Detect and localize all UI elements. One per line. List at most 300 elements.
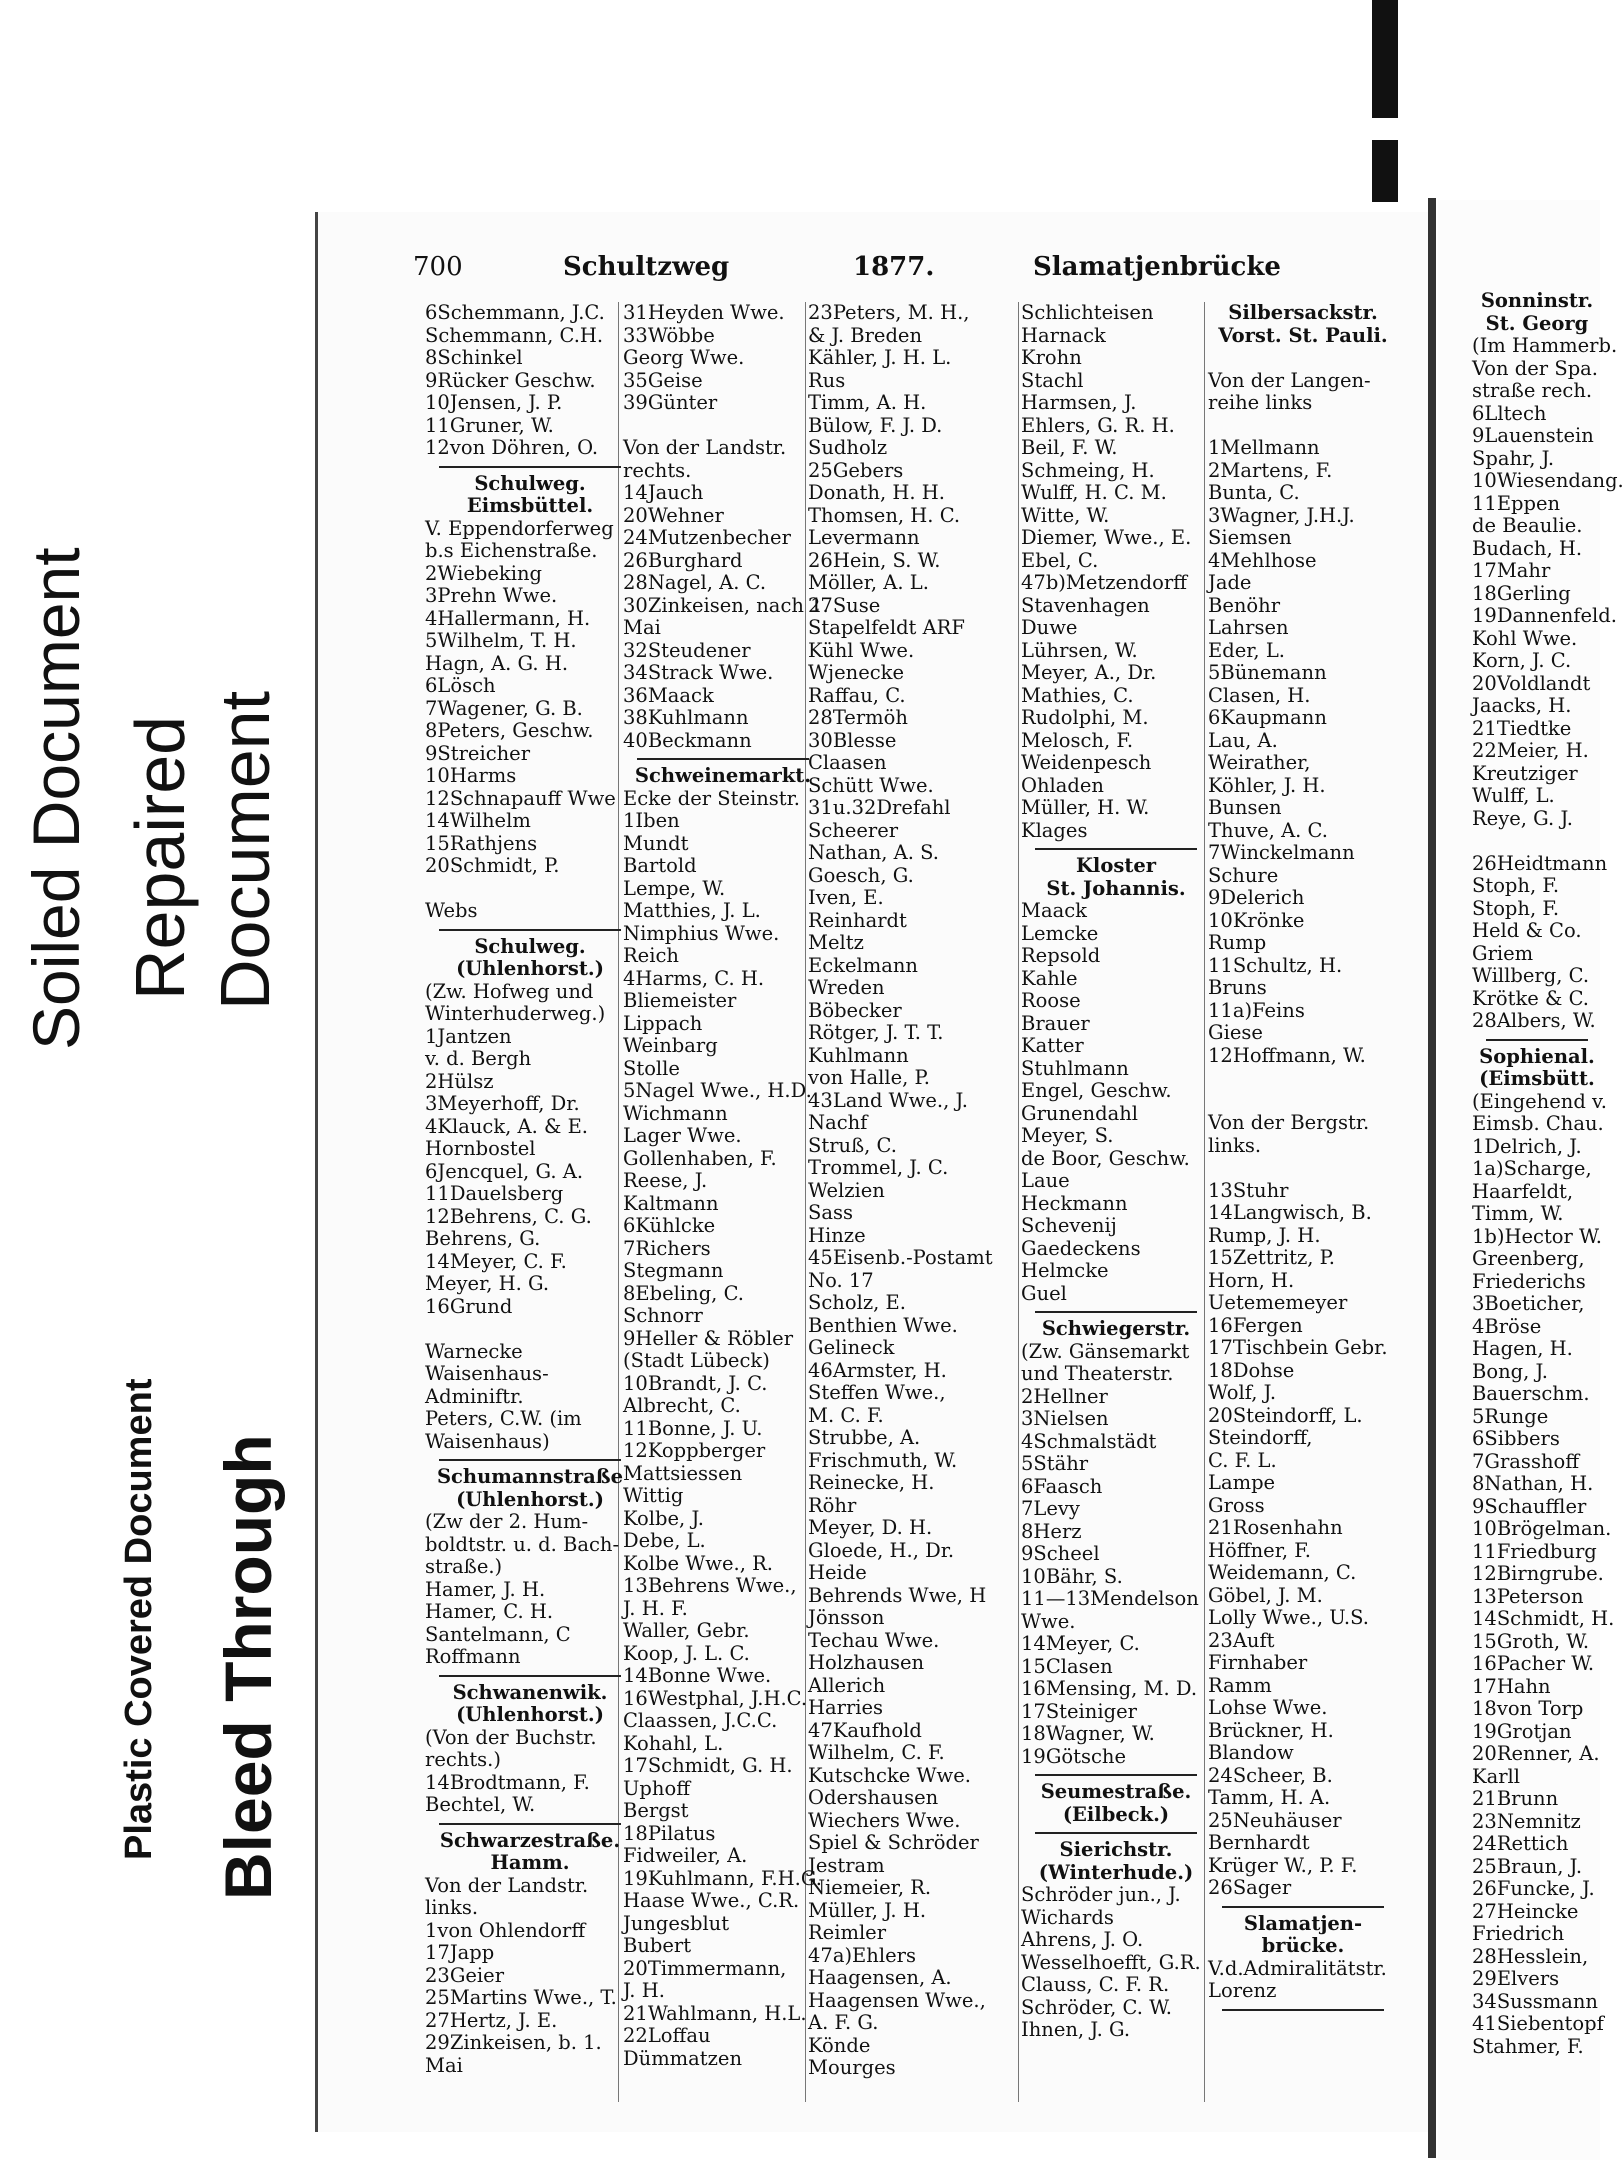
section-rule	[1035, 1311, 1197, 1314]
directory-entry: 11Bonne, J. U.	[623, 1416, 763, 1440]
directory-entry: 8Ebeling, C.	[623, 1281, 744, 1305]
directory-entry: 20Voldlandt	[1472, 671, 1591, 695]
directory-entry: Benthien Wwe.	[808, 1313, 958, 1337]
street-heading: Seumestraße.	[1040, 1780, 1192, 1803]
directory-entry: 10Brögelman.	[1472, 1517, 1612, 1540]
directory-entry: 5Stähr	[1021, 1452, 1089, 1475]
directory-entry: 25Braun, J.	[1472, 1854, 1583, 1878]
directory-entry: 8Peters, Geschw.	[425, 719, 594, 742]
street-heading: Schulweg.	[474, 471, 586, 495]
directory-entry: 9Heller & Röbler	[623, 1326, 794, 1350]
directory-entry: 4Harms, C. H.	[623, 966, 765, 990]
directory-entry: (Im Hammerb.	[1472, 334, 1618, 357]
directory-entry: Krüger W., P. F.	[1208, 1853, 1358, 1877]
street-heading: Schulweg.	[474, 934, 586, 958]
directory-entry: Scheerer	[808, 818, 899, 842]
directory-entry: Kähler, J. H. L.	[808, 346, 952, 369]
directory-entry: Jaacks, H.	[1472, 694, 1572, 717]
directory-entry: Rump, J. H.	[1208, 1223, 1321, 1247]
directory-entry: 11a)Feins	[1208, 998, 1305, 1022]
directory-entry: Melosch, F.	[1021, 728, 1134, 752]
directory-entry: Von der Bergstr.	[1208, 1111, 1370, 1134]
directory-entry: Stuhlmann	[1021, 1056, 1129, 1080]
directory-entry: Niemeier, R.	[808, 1876, 932, 1899]
directory-entry: 3Meyerhoff, Dr.	[425, 1092, 580, 1115]
directory-entry: 11Eppen	[1472, 491, 1561, 515]
directory-entry: 12Schnapauff Wwe	[425, 786, 616, 810]
street-heading: Schweinemarkt.	[634, 764, 812, 787]
directory-entry: Jade	[1208, 571, 1252, 594]
directory-entry: Ramm	[1208, 1673, 1272, 1697]
street-heading: Kloster	[1075, 854, 1157, 877]
directory-entry: Meyer, D. H.	[808, 1516, 933, 1539]
section-rule	[1035, 1832, 1197, 1835]
directory-entry: 13Behrens Wwe.,	[623, 1574, 797, 1597]
directory-entry: Stoph, F.	[1472, 896, 1560, 920]
directory-entry: Brückner, H.	[1208, 1718, 1334, 1742]
directory-entry: Bunta, C.	[1208, 481, 1300, 504]
directory-entry: boldtstr. u. d. Bach-	[425, 1532, 620, 1556]
directory-entry: Meyer, H. G.	[425, 1272, 550, 1295]
directory-entry: 19Dannenfeld.	[1472, 604, 1617, 627]
directory-entry: Thuve, A. C.	[1208, 818, 1328, 842]
directory-entry: 15Zettritz, P.	[1208, 1246, 1336, 1269]
directory-entry: Wreden	[808, 976, 885, 999]
directory-entry: J. H. F.	[623, 1596, 688, 1620]
directory-entry: Bunsen	[1208, 796, 1282, 819]
directory-entry: 21Tiedtke	[1472, 716, 1572, 740]
directory-entry	[623, 415, 823, 438]
directory-entry: reihe links	[1208, 391, 1313, 414]
section-rule	[439, 929, 621, 932]
directory-entry: Hamer, J. H.	[425, 1577, 546, 1601]
directory-entry: Stolle	[623, 1056, 680, 1080]
directory-entry: 10Brandt, J. C.	[623, 1371, 768, 1395]
directory-entry: 25Neuhäuser	[1208, 1808, 1342, 1832]
directory-entry: Meyer, A., Dr.	[1021, 661, 1157, 684]
directory-entry: 29Zinkeisen, b. 1.	[425, 2031, 602, 2054]
book-gutter	[1428, 198, 1436, 2158]
directory-entry: 2Hülsz	[425, 1069, 494, 1093]
directory-entry	[425, 878, 635, 901]
directory-entry: Lau, A.	[1208, 728, 1278, 752]
directory-entry: Lempe, W.	[623, 876, 726, 900]
directory-entry: 26Funcke, J.	[1472, 1877, 1595, 1900]
directory-entry: 21Wahlmann, H.L.	[623, 2001, 807, 2025]
directory-entry: 9Lauenstein	[1472, 424, 1594, 447]
directory-entry: rechts.)	[425, 1748, 501, 1771]
document-label: Document	[206, 690, 284, 1010]
directory-entry: Schmeing, H.	[1021, 458, 1155, 482]
directory-entry: 11Schultz, H.	[1208, 953, 1343, 977]
directory-entry: links.	[1208, 1133, 1262, 1157]
directory-entry: Budach, H.	[1472, 536, 1583, 560]
directory-entry: Schure	[1208, 863, 1279, 887]
directory-entry: 24Rettich	[1472, 1832, 1569, 1855]
directory-entry: Gross	[1208, 1493, 1265, 1517]
directory-entry: Diemer, Wwe., E.	[1021, 526, 1192, 549]
directory-entry: 1Jantzen	[425, 1024, 512, 1048]
directory-entry: Stapelfeldt ARF	[808, 616, 965, 639]
street-heading: (Uhlenhorst.)	[456, 957, 604, 980]
directory-entry: Clasen, H.	[1208, 683, 1311, 707]
directory-entry: Stahmer, F.	[1472, 2034, 1584, 2058]
directory-entry: 17Schmidt, G. H.	[623, 1754, 793, 1777]
directory-entry: 23Nemnitz	[1472, 1809, 1581, 1833]
directory-entry: Heide	[808, 1561, 867, 1584]
directory-entry: 47b)Metzendorff	[1021, 571, 1188, 594]
directory-entry: 25Gebers	[808, 458, 904, 482]
directory-entry: (Zw der 2. Hum-	[425, 1510, 589, 1533]
directory-entry: Thomsen, H. C.	[808, 503, 961, 527]
directory-entry: 17Tischbein Gebr.	[1208, 1336, 1388, 1359]
directory-entry: 11Friedburg	[1472, 1539, 1597, 1563]
directory-entry: links.	[425, 1896, 479, 1919]
directory-entry: 15Rathjens	[425, 831, 538, 855]
directory-entry: 6Lösch	[425, 674, 496, 697]
directory-entry: C. F. L.	[1208, 1448, 1277, 1472]
directory-entry: 18Gerling	[1472, 581, 1571, 605]
directory-entry: Ecke der Steinstr.	[623, 786, 801, 810]
directory-entry: 1Mellmann	[1208, 436, 1320, 459]
directory-entry: Uphoff	[623, 1776, 691, 1800]
directory-entry: 15Groth, W.	[1472, 1629, 1590, 1653]
directory-entry: Koop, J. L. C.	[623, 1641, 750, 1665]
directory-entry: J. H.	[623, 1979, 665, 2002]
directory-entry: Mundt	[623, 831, 689, 855]
directory-entry: Wiechers Wwe.	[808, 1808, 961, 1832]
directory-entry: Greenberg,	[1472, 1247, 1585, 1270]
street-heading: Eimsbüttel.	[466, 494, 594, 517]
directory-entry: 2Wiebeking	[425, 561, 542, 585]
directory-entry: 7Wagener, G. B.	[425, 696, 583, 720]
directory-entry: 26Burghard	[623, 548, 743, 572]
directory-entry: 4Hallermann, H.	[425, 606, 591, 630]
directory-entry: 23Geier	[425, 1963, 505, 1987]
street-heading: (Eilbeck.)	[1062, 1802, 1170, 1826]
directory-entry: Schütt Wwe.	[808, 773, 934, 797]
directory-entry: von Halle, P.	[808, 1066, 930, 1089]
directory-entry: 6Jencquel, G. A.	[425, 1159, 584, 1183]
directory-entry: Köhler, J. H.	[1208, 773, 1326, 797]
directory-entry: v. d. Bergh	[425, 1047, 532, 1070]
street-heading: brücke.	[1261, 1934, 1345, 1957]
directory-entry: Ohladen	[1021, 773, 1104, 797]
directory-entry: Santelmann, C	[425, 1622, 571, 1646]
directory-entry: 6Lltech	[1472, 401, 1547, 425]
street-heading: (Uhlenhorst.)	[456, 1703, 604, 1726]
directory-entry: Wittig	[623, 1484, 684, 1507]
directory-entry: 16Mensing, M. D.	[1021, 1677, 1198, 1700]
side-labels	[0, 0, 310, 2177]
directory-entry: 11Dauelsberg	[425, 1182, 564, 1205]
directory-entry: Steindorff,	[1208, 1426, 1313, 1449]
directory-entry: (Zw. Hofweg und	[425, 979, 594, 1003]
directory-entry: 9Streicher	[425, 741, 531, 765]
directory-entry: 8Herz	[1021, 1519, 1082, 1543]
directory-entry: 19Götsche	[1021, 1744, 1126, 1768]
directory-entry: Goesch, G.	[808, 863, 914, 887]
directory-entry: Spahr, J.	[1472, 446, 1555, 470]
directory-entry: Reese, J.	[623, 1169, 708, 1192]
directory-entry: Gollenhaben, F.	[623, 1146, 777, 1170]
street-heading: Schwanenwik.	[452, 1680, 608, 1704]
section-rule	[1035, 848, 1197, 851]
directory-column-3	[808, 302, 1033, 2080]
directory-entry: Mathies, C.	[1021, 683, 1134, 707]
directory-entry: 18Pilatus	[623, 1821, 716, 1845]
directory-entry: Sudholz	[808, 436, 888, 459]
directory-entry: Guel	[1021, 1281, 1067, 1305]
directory-entry: 4Bröse	[1472, 1314, 1542, 1338]
directory-entry: Nathan, A. S.	[808, 841, 940, 864]
directory-entry: Repsold	[1021, 944, 1101, 967]
directory-entry: Von der Landstr.	[425, 1873, 589, 1897]
street-heading: Slamatjen-	[1243, 1911, 1363, 1935]
directory-entry: Stachl	[1021, 368, 1084, 392]
directory-entry: Jönsson	[808, 1606, 885, 1629]
directory-entry: 7Richers	[623, 1236, 711, 1260]
directory-entry: 17Japp	[425, 1941, 495, 1964]
directory-entry: 36Maack	[623, 683, 714, 707]
directory-entry: Timm, W.	[1472, 1202, 1564, 1225]
directory-entry: Trommel, J. C.	[808, 1156, 949, 1179]
directory-entry: Reimler	[808, 1921, 887, 1944]
directory-entry: Struß, C.	[808, 1133, 897, 1157]
directory-entry: Haagensen Wwe.,	[808, 1988, 986, 2012]
directory-entry: V.d.Admiralitätstr.	[1208, 1956, 1387, 1980]
directory-entry: Bruns	[1208, 976, 1267, 999]
directory-entry: 1Iben	[623, 809, 680, 832]
directory-entry: Lampe	[1208, 1471, 1276, 1494]
directory-entry: Rötger, J. T. T.	[808, 1021, 944, 1044]
directory-entry: Rump	[1208, 931, 1267, 954]
directory-entry: Haase Wwe., C.R.	[623, 1889, 800, 1912]
directory-entry: 39Günter	[623, 391, 718, 414]
directory-page	[315, 212, 1428, 2132]
directory-entry: 28Hesslein,	[1472, 1944, 1589, 1968]
directory-entry: Friedrich	[1472, 1922, 1565, 1945]
directory-entry: Krötke & C.	[1472, 986, 1589, 1010]
directory-entry: Eder, L.	[1208, 638, 1285, 662]
directory-entry: 12Hoffmann, W.	[1208, 1043, 1366, 1067]
directory-entry: 12von Döhren, O.	[425, 436, 599, 459]
directory-entry: de Boor, Geschw.	[1021, 1146, 1190, 1170]
directory-entry: 31Heyden Wwe.	[623, 301, 785, 324]
directory-entry: Timm, A. H.	[808, 391, 927, 414]
directory-entry: 16Pacher W.	[1472, 1652, 1595, 1675]
directory-entry: 13Stuhr	[1208, 1178, 1289, 1202]
directory-entry: Albrecht, C.	[623, 1394, 741, 1417]
directory-entry: Firnhaber	[1208, 1651, 1308, 1674]
street-heading: St. Georg	[1485, 311, 1589, 335]
directory-entry: Spiel & Schröder	[808, 1831, 979, 1854]
street-heading: (Eimsbütt.	[1479, 1067, 1595, 1090]
header-year: 1877.	[853, 252, 935, 282]
directory-entry: Rudolphi, M.	[1021, 706, 1149, 729]
directory-entry: 26Hein, S. W.	[808, 548, 941, 572]
directory-entry: 30Zinkeisen, nach 1.	[623, 593, 829, 617]
directory-entry: Siemsen	[1208, 526, 1292, 549]
directory-entry: 17Mahr	[1472, 559, 1551, 582]
directory-entry: Friederichs	[1472, 1269, 1586, 1293]
directory-entry: Hagn, A. G. H.	[425, 651, 569, 675]
directory-entry: 20Steindorff, L.	[1208, 1403, 1363, 1427]
directory-entry: 14Meyer, C. F.	[425, 1249, 567, 1273]
directory-entry: Ahrens, J. O.	[1021, 1928, 1144, 1951]
directory-entry: Kutschcke Wwe.	[808, 1763, 971, 1787]
directory-entry: 14Wilhelm	[425, 809, 531, 832]
directory-entry: 29Elvers	[1472, 1967, 1560, 1990]
directory-entry: Waller, Gebr.	[623, 1619, 750, 1642]
directory-entry: Karll	[1472, 1764, 1520, 1788]
directory-entry: 27Suse	[808, 593, 881, 617]
directory-entry: Jestram	[808, 1853, 885, 1877]
directory-entry: Frischmuth, W.	[808, 1448, 958, 1472]
directory-entry: 14Bonne Wwe.	[623, 1664, 772, 1687]
directory-entry: Laue	[1021, 1169, 1070, 1192]
directory-entry: 7Grasshoff	[1472, 1449, 1580, 1473]
directory-entry: Fidweiler, A.	[623, 1844, 748, 1867]
directory-entry: Müller, J. H.	[808, 1898, 927, 1922]
street-heading: Sophienal.	[1479, 1044, 1595, 1068]
directory-entry: 33Wöbbe	[623, 323, 715, 347]
directory-entry: (Stadt Lübeck)	[623, 1349, 770, 1372]
directory-entry: Waisenhaus)	[425, 1429, 550, 1453]
directory-entry: 16Grund	[425, 1294, 513, 1318]
directory-entry: Krohn	[1021, 346, 1082, 369]
directory-entry: 45Eisenb.-Postamt	[808, 1246, 993, 1269]
directory-entry: 19Grotjan	[1472, 1719, 1572, 1743]
directory-entry: Wjenecke	[808, 661, 905, 684]
directory-entry: Könde	[808, 2033, 871, 2057]
directory-entry	[1208, 1090, 1398, 1113]
directory-entry: Lohse Wwe.	[1208, 1696, 1328, 1719]
directory-entry: 12Birngrube.	[1472, 1562, 1604, 1585]
directory-entry: 8Schinkel	[425, 346, 523, 369]
directory-entry: 14Schmidt, H.	[1472, 1607, 1615, 1630]
directory-entry: Mai	[425, 2053, 463, 2077]
directory-entry: Bartold	[623, 854, 697, 877]
directory-entry: Harmsen, J.	[1021, 391, 1137, 414]
directory-entry: Matthies, J. L.	[623, 899, 761, 922]
directory-entry: Horn, H.	[1208, 1268, 1295, 1292]
directory-entry: Wichmann	[623, 1101, 728, 1125]
directory-entry: Dümmatzen	[623, 2046, 743, 2070]
directory-entry: Maack	[1021, 899, 1087, 922]
directory-entry: Bülow, F. J. D.	[808, 413, 943, 437]
directory-entry: 20Wehner	[623, 503, 724, 527]
directory-entry: 20Schmidt, P.	[425, 854, 560, 877]
section-rule	[439, 1823, 621, 1826]
directory-entry: Clauss, C. F. R.	[1021, 1973, 1170, 1996]
directory-entry: Röhr	[808, 1493, 857, 1517]
directory-entry: Steffen Wwe.,	[808, 1381, 946, 1404]
directory-entry: Odershausen	[808, 1786, 939, 1809]
directory-entry: Kolbe, J.	[623, 1506, 704, 1530]
directory-entry: Von der Langen-	[1208, 368, 1371, 392]
directory-entry: (Zw. Gänsemarkt	[1021, 1339, 1190, 1363]
facing-page	[1438, 200, 1624, 2160]
directory-entry: 11—13Mendelson	[1021, 1587, 1199, 1610]
directory-entry: Beil, F. W.	[1021, 436, 1118, 459]
section-rule	[1486, 1039, 1588, 1042]
directory-entry: Roffmann	[425, 1645, 521, 1668]
directory-entry: Wilhelm, C. F.	[808, 1741, 945, 1764]
directory-entry: Held & Co.	[1472, 919, 1582, 942]
directory-entry: 10Harms	[425, 764, 517, 787]
binder-clip-middle	[1372, 140, 1398, 202]
directory-entry	[1208, 1157, 1398, 1180]
directory-entry: 28Termöh	[808, 706, 908, 729]
directory-entry: Ehlers, G. R. H.	[1021, 413, 1175, 437]
street-heading: Vorst. St. Pauli.	[1218, 323, 1388, 347]
directory-entry: Schnorr	[623, 1304, 703, 1327]
directory-entry: 17Hahn	[1472, 1674, 1551, 1698]
directory-entry: Lemcke	[1021, 921, 1099, 945]
section-rule	[637, 758, 809, 761]
directory-entry: Jungesblut	[623, 1911, 730, 1935]
directory-entry: Möller, A. L.	[808, 571, 929, 594]
directory-entry: b.s Eichenstraße.	[425, 539, 598, 562]
directory-entry: 1b)Hector W.	[1472, 1224, 1602, 1248]
directory-entry: Levermann	[808, 526, 920, 549]
directory-entry: Kolbe Wwe., R.	[623, 1551, 773, 1575]
directory-entry: Tamm, H. A.	[1208, 1786, 1331, 1809]
directory-entry: Wulff, L.	[1472, 784, 1555, 807]
directory-entry: 27Hertz, J. E.	[425, 2008, 558, 2032]
directory-entry: 1von Ohlendorff	[425, 1918, 586, 1942]
directory-entry: Wwe.	[1021, 1609, 1076, 1633]
directory-entry: Hinze	[808, 1223, 866, 1247]
directory-entry: 12Koppberger	[623, 1439, 766, 1462]
directory-entry: Eimsb. Chau.	[1472, 1112, 1604, 1135]
directory-entry: 25Martins Wwe., T.	[425, 1986, 617, 2009]
directory-entry: 6Schemmann, J.C.	[425, 301, 605, 324]
directory-entry: 23Peters, M. H.,	[808, 301, 970, 324]
directory-entry: Helmcke	[1021, 1259, 1109, 1282]
section-rule	[1035, 1774, 1197, 1777]
directory-entry: 7Levy	[1021, 1497, 1080, 1520]
directory-entry: A. F. G.	[808, 2011, 879, 2034]
directory-column-5	[1208, 302, 1398, 2016]
header-right-title: Slamatjenbrücke	[1033, 252, 1281, 282]
directory-entry: Debe, L.	[623, 1529, 706, 1552]
directory-entry: 43Land Wwe., J.	[808, 1088, 968, 1112]
directory-column-1	[425, 302, 635, 2077]
directory-entry: Bliemeister	[623, 989, 737, 1012]
street-heading: Schwarzestraße.	[439, 1828, 621, 1852]
directory-entry: & J. Breden	[808, 323, 923, 347]
directory-entry: Blandow	[1208, 1741, 1294, 1764]
directory-entry: 2Martens, F.	[1208, 458, 1333, 482]
directory-entry: 4Mehlhose	[1208, 548, 1317, 572]
directory-entry: Ebel, C.	[1021, 548, 1099, 572]
directory-entry: Scholz, E.	[808, 1291, 906, 1314]
directory-entry: Reye, G. J.	[1472, 806, 1573, 830]
directory-entry: 3Wagner, J.H.J.	[1208, 503, 1355, 527]
directory-entry: Heckmann	[1021, 1191, 1128, 1215]
directory-entry: Weidemann, C.	[1208, 1561, 1357, 1584]
directory-entry: Rus	[808, 368, 846, 392]
directory-entry: 47Kaufhold	[808, 1718, 922, 1742]
directory-entry: Giese	[1208, 1021, 1263, 1044]
directory-entry: Sass	[808, 1201, 853, 1224]
directory-entry: straße.)	[425, 1555, 503, 1578]
directory-entry: 3Prehn Wwe.	[425, 584, 558, 607]
directory-entry: 38Kuhlmann	[623, 706, 749, 729]
directory-entry: Lager Wwe.	[623, 1124, 742, 1147]
